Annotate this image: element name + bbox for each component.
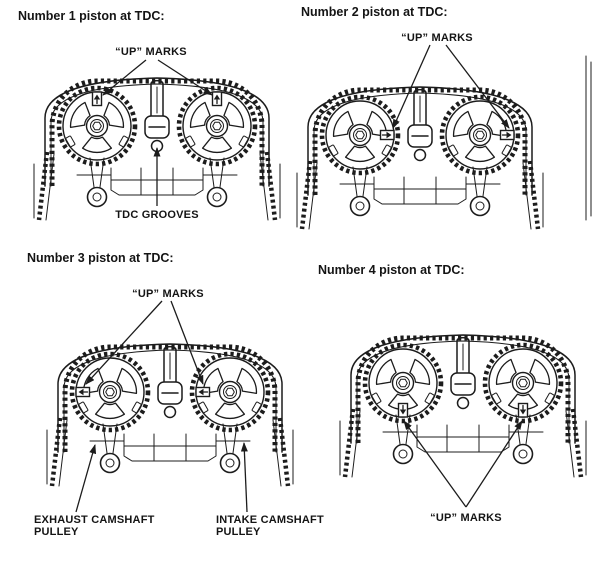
intake-camshaft-pulley-label: INTAKE CAMSHAFT PULLEY	[216, 514, 324, 538]
pulley-leader-lines	[76, 443, 247, 512]
panel-piston-4	[303, 250, 606, 561]
page-edge-lines	[586, 56, 591, 220]
panel-piston-2	[303, 0, 606, 250]
panel-piston-1	[0, 0, 303, 240]
exhaust-camshaft-pulley-label: EXHAUST CAMSHAFT PULLEY	[34, 514, 155, 538]
panel-4-heading: Number 4 piston at TDC:	[318, 263, 465, 277]
panel-1-heading: Number 1 piston at TDC:	[18, 9, 165, 23]
up-marks-label: “UP” MARKS	[132, 288, 204, 300]
up-marks-leader-lines	[393, 45, 509, 128]
panel-2-heading: Number 2 piston at TDC:	[301, 5, 448, 19]
up-marks-label: “UP” MARKS	[401, 32, 473, 44]
panel-3-heading: Number 3 piston at TDC:	[27, 251, 174, 265]
up-marks-label: “UP” MARKS	[115, 46, 187, 58]
panel-piston-3	[0, 240, 324, 561]
up-marks-leader-lines	[404, 421, 522, 507]
tdc-grooves-label: TDC GROOVES	[115, 209, 199, 221]
up-marks-label: “UP” MARKS	[430, 512, 502, 524]
engine-diagram-piston-1	[0, 0, 303, 240]
